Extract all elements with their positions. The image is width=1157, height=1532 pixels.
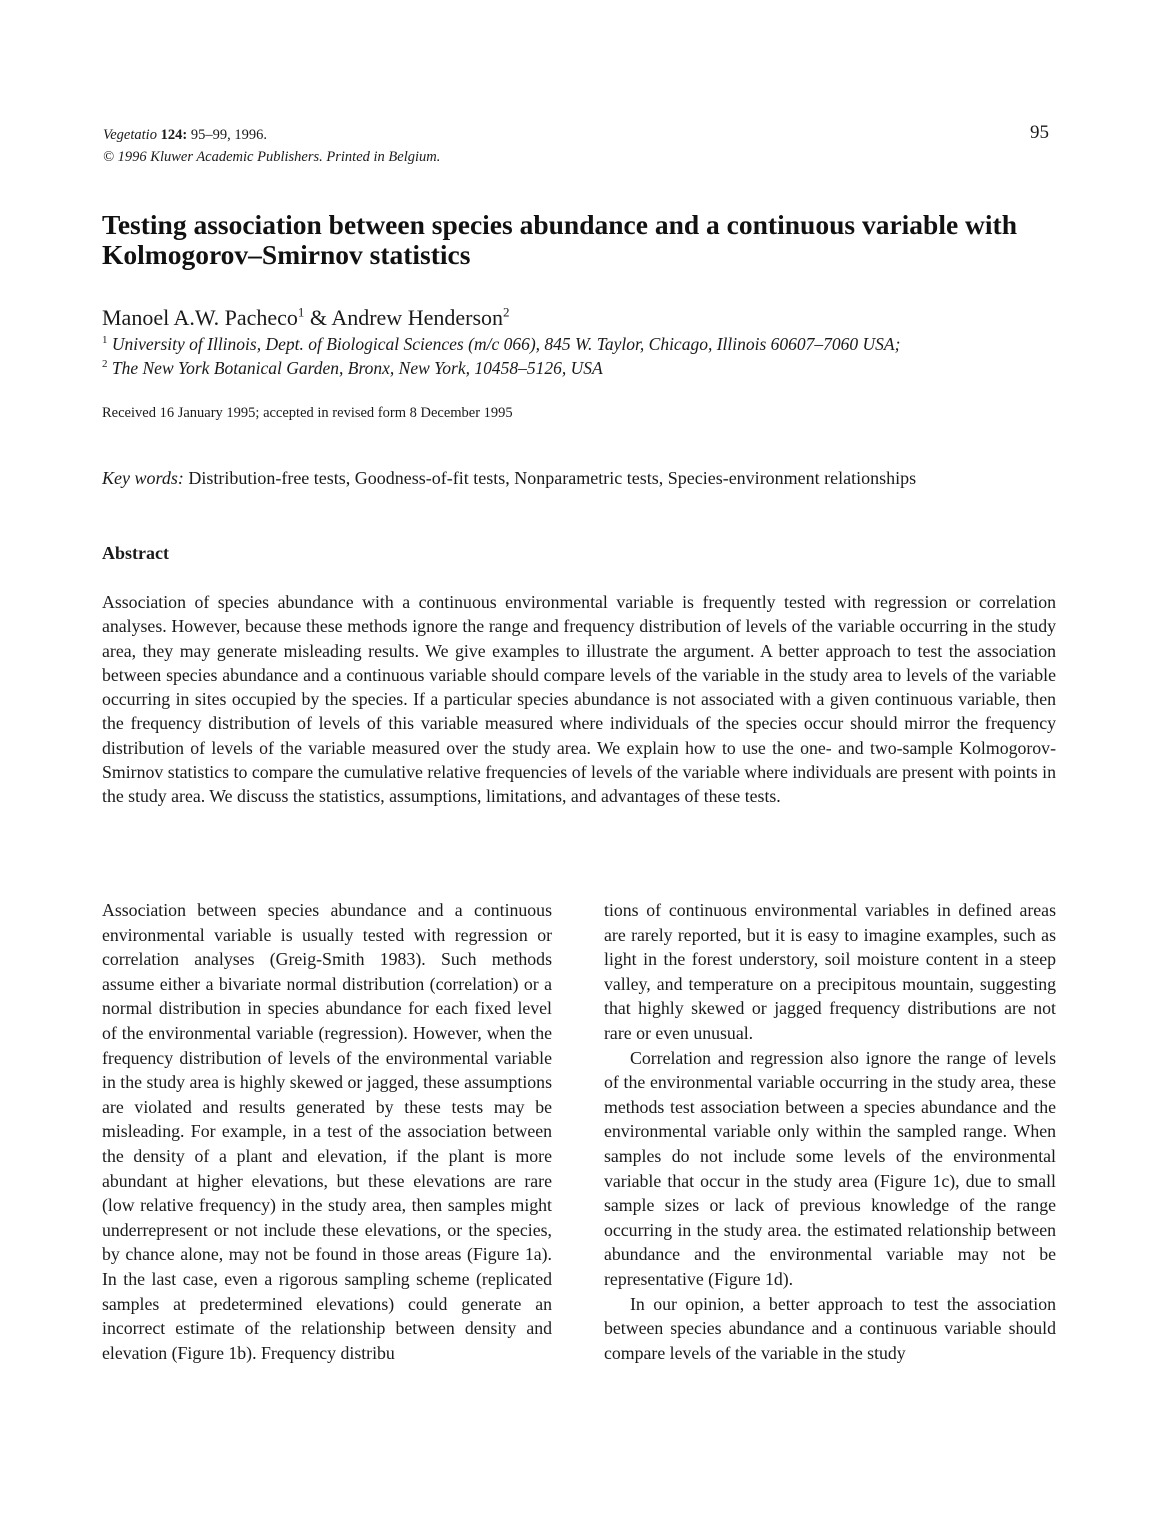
author-name: Andrew Henderson — [331, 305, 503, 330]
journal-pages: 95–99, 1996. — [187, 127, 267, 143]
body-paragraph: Association between species abundance and a continuous environmental variable is usually tested with regression or correlation analyses (Greig-Smith 1983). Such methods assume either a bivariate normal distribution (correlation) or a normal distribution in species abundance for each fixed level of the environmental variable (regression). However, when the frequency distribution of levels of the environmental variable in the study area is highly skewed or jagged, these assumptions are violated and results generated by these tests may be misleading. For example, in a test of the association between the density of a plant and elevation, if the plant is more abundant at higher elevations, but these elevations are rare (low relative frequency) in the study area, then samples might underrepresent or not include these elevations, or the species, by chance alone, may not be found in those areas (Figure 1a). In the last case, even a rigorous sampling scheme (replicated samples at predetermined elevations) could generate an incorrect estimate of the relationship between density and elevation (Figure 1b). Frequency distribu — [102, 900, 552, 1363]
keywords — [102, 468, 916, 489]
author-separator: & — [304, 305, 332, 330]
keywords-label: Key words: — [102, 468, 184, 488]
abstract-text: Association of species abundance with a continuous environmental variable is frequently tested with regression or correlation analyses. However, because these methods ignore the range and frequency distribution of levels of the variable occurring in the study area, they may generate misleading results. We give examples to illustrate the argument. A better approach to test the association between species abundance and a continuous variable should compare levels of the variable in the study area to levels of the variable occurring in sites occupied by the species. If a particular species abundance is not associated with a given continuous variable, then the frequency distribution of levels of this variable measured where individuals of the species occur should mirror the frequency distribution of levels of the variable measured over the study area. We explain how to use the one- and two-sample Kolmogorov-Smirnov statistics to compare the cumulative relative frequencies of levels of the variable where individuals are present with points in the study area. We discuss the statistics, assumptions, limitations, and advantages of these tests. — [102, 592, 1056, 807]
journal-volume: 124: — [160, 127, 188, 143]
abstract-heading: Abstract — [102, 543, 169, 563]
affiliation-marker: 2 — [102, 358, 108, 371]
keywords-text: Distribution-free tests, Goodness-of-fit tests, Nonparametric tests, Species-environment relationships — [188, 468, 917, 488]
journal-name: Vegetatio — [103, 127, 157, 143]
body-column-right — [604, 898, 1056, 1365]
affiliation-text: The New York Botanical Garden, Bronx, New York, 10458–5126, USA — [111, 358, 603, 378]
copyright-line: © 1996 Kluwer Academic Publishers. Printed in Belgium. — [103, 149, 441, 165]
body-paragraph: Correlation and regression also ignore the range of levels of the environmental variable occurring in the study area, these methods test association between a species abundance and the environmental variable only within the sampled range. When samples do not include some levels of the environmental variable that occur in the study area (Figure 1c), due to small sample sizes or lack of previous knowledge of the range occurring in the study area. the estimated relationship between abundance and the environmental variable may not be representative (Figure 1d). — [604, 1047, 1056, 1289]
body-column-left — [102, 898, 552, 1365]
affiliation-text: University of Illinois, Dept. of Biological Sciences (m/c 066), 845 W. Taylor, Chicago, Illinois 60607–7060 USA; — [111, 334, 901, 354]
journal-line — [103, 124, 440, 146]
author-name: Manoel A.W. Pacheco — [102, 305, 298, 330]
author-affil-marker: 1 — [297, 304, 305, 320]
author-affil-marker: 2 — [503, 304, 510, 320]
page-number: 95 — [1030, 122, 1049, 143]
article-title: Testing association between species abundance and a continuous variable with Kolmogorov–Smirnov statistics — [102, 209, 1018, 270]
affiliation-marker: 1 — [102, 334, 108, 347]
affiliation-1 — [102, 334, 1082, 355]
journal-citation — [103, 124, 440, 168]
author-line — [102, 305, 510, 331]
body-paragraph: tions of continuous environmental variables in defined areas are rarely reported, but it is easy to imagine examples, such as light in the forest understory, soil moisture content in a steep valley, and temperature on a precipitous mountain, suggesting that highly skewed or jagged frequency distributions are not rare or even unusual. — [604, 900, 1056, 1043]
received-dates: Received 16 January 1995; accepted in revised form 8 December 1995 — [102, 405, 513, 421]
affiliation-2 — [102, 358, 1082, 379]
body-paragraph: In our opinion, a better approach to test the association between species abundance and a continuous variable should compare levels of the variable in the study — [604, 1293, 1056, 1363]
